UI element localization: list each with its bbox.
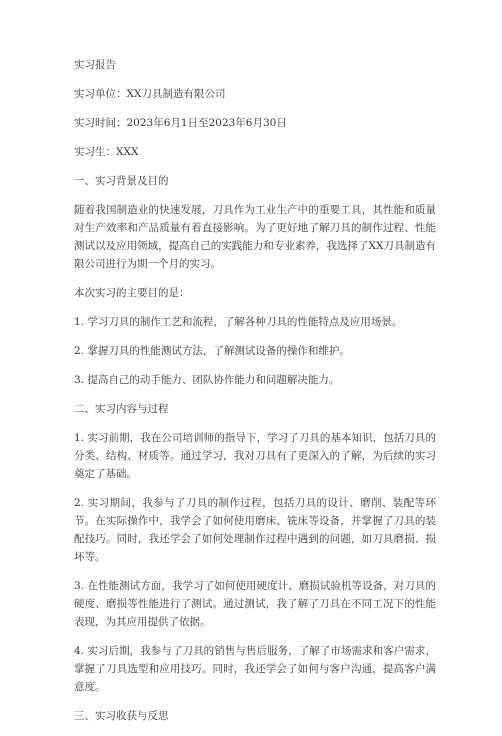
section-2-heading: 二、实习内容与过程 — [74, 403, 169, 415]
internship-period: 实习时间：2023年6月1日至2023年6月30日 — [74, 117, 287, 129]
process-item: 3. 在性能测试方面，我学习了如何使用硬度计、磨损试验机等设备，对刀具的硬度、磨损等性能进行了测试。通过测试，我了解了刀具在不同工况下的性能表现，为其应用提供了依据。 — [74, 580, 436, 628]
process-item: 2. 实习期间，我参与了刀具的制作过程，包括刀具的设计、磨削、装配等环节。在实际操作中，我学会了如何使用磨床、铣床等设备，并掌握了刀具的装配技巧。同时，我还学会了如何处理制作过程中遇到的问题，如刀具磨损、损坏等。 — [74, 497, 436, 563]
section-1-paragraph: 随着我国制造业的快速发展，刀具作为工业生产中的重要工具，其性能和质量对生产效率和产品质量有着直接影响。为了更好地了解刀具的制作过程、性能测试以及应用领域，提高自己的实践能力和专业素养，我选择了XX刀具制造有限公司进行为期一个月的实习。 — [74, 204, 436, 270]
section-1-heading: 一、实习背景及目的 — [74, 175, 169, 187]
goals-intro: 本次实习的主要目的是： — [74, 287, 190, 299]
report-title: 实习报告 — [74, 59, 116, 71]
goal-item: 3. 提高自己的动手能力、团队协作能力和问题解决能力。 — [74, 374, 340, 386]
process-item: 1. 实习前期，我在公司培训师的指导下，学习了刀具的基本知识，包括刀具的分类、结构、材质等。通过学习，我对刀具有了更深入的了解，为后续的实习奠定了基础。 — [74, 432, 436, 480]
goal-item: 2. 掌握刀具的性能测试方法，了解测试设备的操作和维护。 — [74, 345, 350, 357]
goal-item: 1. 学习刀具的制作工艺和流程，了解各种刀具的性能特点及应用场景。 — [74, 316, 403, 328]
internship-unit: 实习单位：XX刀具制造有限公司 — [74, 88, 226, 100]
section-3-heading: 三、实习收获与反思 — [74, 710, 169, 722]
process-item: 4. 实习后期，我参与了刀具的销售与售后服务，了解了市场需求和客户需求，掌握了刀具选型和应用技巧。同时，我还学会了如何与客户沟通，提高客户满意度。 — [74, 645, 436, 693]
intern-name: 实习生：XXX — [74, 146, 139, 158]
report-page — [74, 56, 436, 736]
